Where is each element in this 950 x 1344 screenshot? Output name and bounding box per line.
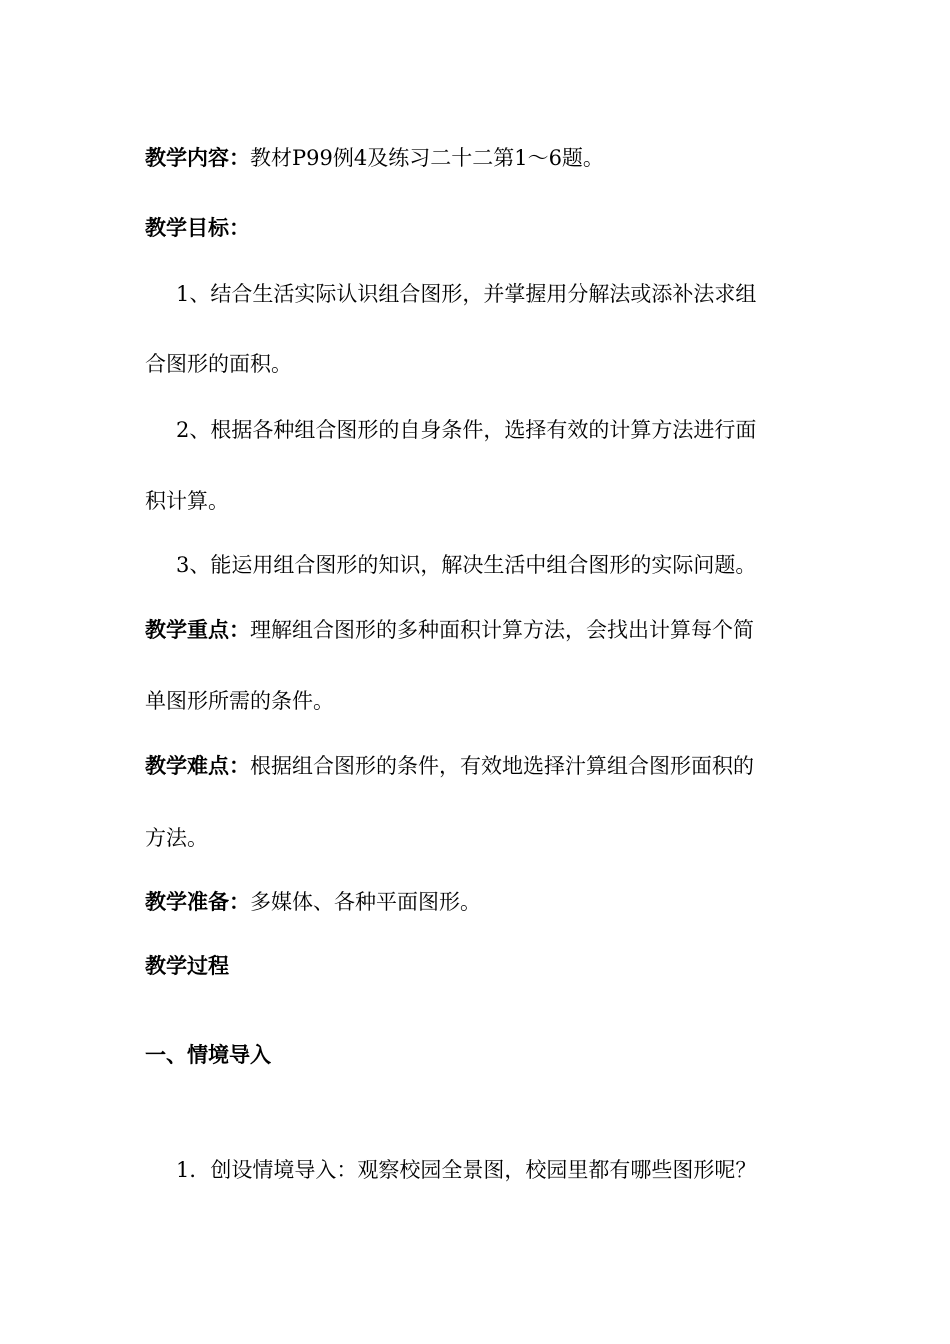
key-points-label: 教学重点： <box>145 618 250 642</box>
preparation-text: 多媒体、各种平面图形。 <box>250 890 481 914</box>
objectives-label: 教学目标： <box>145 216 250 240</box>
objectives-heading <box>145 216 250 240</box>
objective-2-line-1: 2、根据各种组合图形的自身条件，选择有效的计算方法进行面 <box>176 418 757 442</box>
process-title: 教学过程 <box>145 954 229 978</box>
key-points-line-1 <box>145 618 754 642</box>
preparation-line <box>145 890 481 914</box>
objective-1-line-2: 合图形的面积。 <box>145 352 292 376</box>
content-text: 教材P99例4及练习二十二第1～6题。 <box>250 146 604 170</box>
objective-1-line-1: 1、结合生活实际认识组合图形，并掌握用分解法或添补法求组 <box>176 282 757 306</box>
content-label: 教学内容： <box>145 146 250 170</box>
difficulties-label: 教学难点： <box>145 754 250 778</box>
key-points-text-1: 理解组合图形的多种面积计算方法，会找出计算每个简 <box>250 618 754 642</box>
objective-2-line-2: 积计算。 <box>145 489 229 513</box>
objective-3: 3、能运用组合图形的知识，解决生活中组合图形的实际问题。 <box>176 553 757 577</box>
section-1-title: 一、情境导入 <box>145 1043 271 1067</box>
content-line <box>145 146 604 170</box>
difficulties-text-1: 根据组合图形的条件，有效地选择汁算组合图形面积的 <box>250 754 754 778</box>
difficulties-line-2: 方法。 <box>145 826 208 850</box>
difficulties-line-1 <box>145 754 754 778</box>
preparation-label: 教学准备： <box>145 890 250 914</box>
key-points-line-2: 单图形所需的条件。 <box>145 689 334 713</box>
step-1: 1．创设情境导入：观察校园全景图，校园里都有哪些图形呢？ <box>176 1158 757 1182</box>
